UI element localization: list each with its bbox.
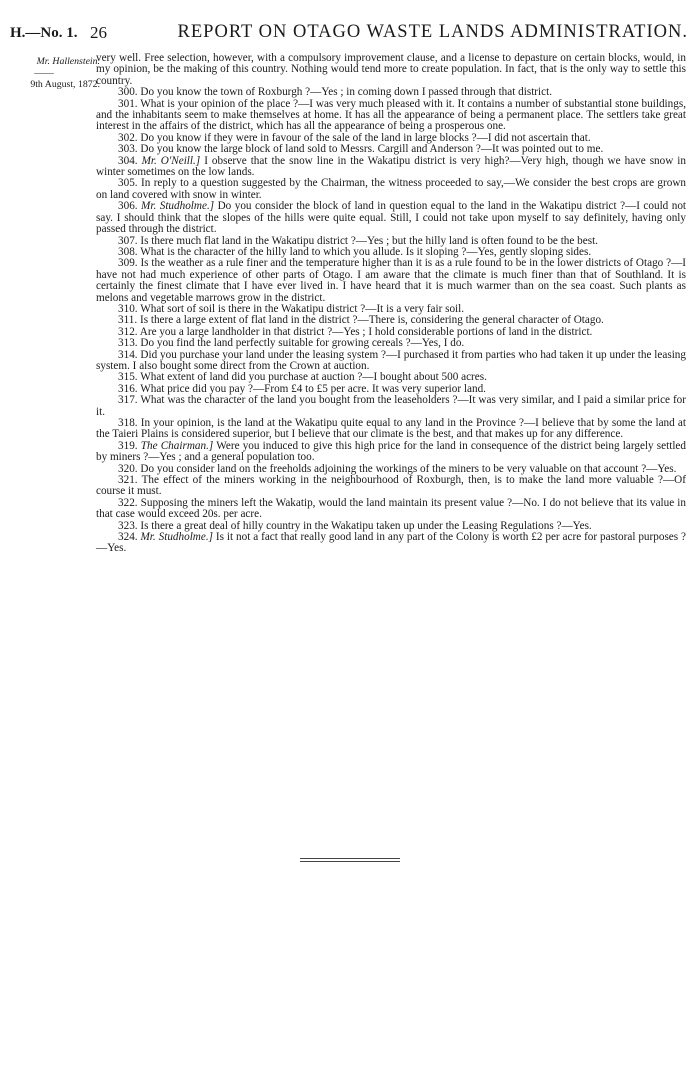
paragraph-text: In your opinion, is the land at the Wakatipu quite equal to any land in the Province ?—I believe that by some the land at the Taieri Plains is considered superior, but I believe that our climate is the best, and that makes up for any difference.	[96, 417, 686, 441]
closing-rule	[300, 858, 400, 864]
testimony-paragraph	[96, 201, 686, 235]
paragraph-text: I observe that the snow line in the Wakatipu district is very high?—Very high, though we have snow in winter sometimes on the low lands.	[96, 154, 687, 179]
paragraph-text: What extent of land did you purchase at auction ?—I bought about 500 acres.	[140, 371, 487, 384]
testimony-paragraph	[96, 475, 686, 498]
document-code: H.—No. 1.	[10, 25, 78, 41]
question-number: 304.	[118, 154, 138, 167]
paragraph-text: Is there a great deal of hilly country in the Wakatipu taken up under the Leasing Regulations ?—Yes.	[140, 519, 592, 532]
question-number: 318.	[118, 417, 138, 429]
question-number: 314.	[118, 348, 138, 361]
question-number: 322.	[118, 496, 138, 509]
testimony-paragraph	[96, 53, 686, 87]
testimony-paragraph	[96, 441, 686, 464]
question-number: 316.	[118, 382, 138, 395]
paragraph-text: Supposing the miners left the Wakatip, would the land maintain its present value ?—No. I do not believe that its value in that case would exceed 20s. per acre.	[96, 496, 686, 521]
testimony-body	[96, 53, 686, 555]
question-number: 303.	[118, 143, 138, 156]
questioner: Mr. Studholme.]	[141, 200, 215, 213]
question-number: 308.	[118, 245, 138, 258]
witness-name: Mr. Hallenstein.	[36, 56, 100, 67]
paragraph-text: Do you find the land perfectly suitable for growing cereals ?—Yes, I do.	[140, 337, 465, 350]
question-number: 311.	[118, 314, 138, 327]
question-number: 305.	[118, 177, 138, 190]
testimony-paragraph	[96, 99, 686, 133]
question-number: 324.	[118, 531, 138, 544]
paragraph-text: Were you induced to give this high price for the land in consequence of the district being largely settled by miners ?—Yes ; and a general population too.	[96, 439, 686, 464]
margin-note	[8, 56, 100, 91]
question-number: 317.	[118, 394, 138, 407]
paragraph-text: What sort of soil is there in the Wakatipu district ?—It is a very fair soil.	[140, 302, 465, 315]
question-number: 312.	[118, 325, 138, 338]
paragraph-text: What is your opinion of the place ?—I was very much pleased with it. It contains a number of substantial stone buildings, and the inhabitants seem to make themselves at home. It has all the appearance of being a permanent place. The settlers take great interest in the affairs of the district, which has all the appearance of being a prosperous one.	[96, 97, 686, 133]
question-number: 315.	[118, 371, 138, 384]
question-number: 309.	[118, 257, 138, 270]
paragraph-text: Is it not a fact that really good land in any part of the Colony is worth £2 per acre for pastoral purposes ?—Yes.	[96, 531, 686, 555]
questioner: Mr. O'Neill.]	[141, 154, 201, 167]
paragraph-text: Are you a large landholder in that district ?—Yes ; I hold considerable portions of land in the district.	[139, 325, 593, 338]
paragraph-text: Do you know the large block of land sold to Messrs. Cargill and Anderson ?—It was pointed out to me.	[140, 143, 604, 156]
paragraph-text: Is there a large extent of flat land in the district ?—There is, considering the general character of Otago.	[139, 314, 604, 327]
question-number: 307.	[118, 234, 138, 247]
question-number: 319.	[118, 439, 138, 452]
question-number: 320.	[118, 462, 138, 475]
paragraph-text: Do you know if they were in favour of the sale of the land in large blocks ?—I did not ascertain that.	[140, 131, 591, 144]
paragraph-text: What is the character of the hilly land to which you allude. Is it sloping ?—Yes, gently sloping sides.	[140, 245, 592, 258]
margin-dash: ——	[34, 67, 54, 79]
paragraph-text: Do you consider the block of land in question equal to the land in the Wakatipu district ?—I could not say. I should think that the slopes of the hills were quite equal. Still, I could not take upon myself to say definitely, having only passed through the district.	[96, 200, 687, 236]
paragraph-text: Did you purchase your land under the leasing system ?—I purchased it from parties who had taken it up under the leasing system. I also bought some direct from the Crown at auction.	[96, 348, 686, 372]
testimony-paragraph	[96, 418, 686, 441]
question-number: 302.	[118, 131, 138, 144]
paragraph-text: Is there much flat land in the Wakatipu district ?—Yes ; but the hilly land is often found to be the best.	[140, 234, 598, 247]
page-number: 26	[90, 23, 107, 42]
testimony-paragraph	[96, 258, 686, 304]
question-number: 323.	[118, 519, 138, 532]
paragraph-text: Is the weather as a rule finer and the temperature higher than it is as a rule found to be in the lower districts of Otago ?—I have not had much experience of other parts of Otago. I am aware that the climate is much finer than that of Southland. It is certainly the finest climate that I have ever lived in. I have heard that it is much warmer than on the sea coast. Such plants as melons and vegetable marrows grow in the district.	[96, 257, 687, 304]
testimony-paragraph	[96, 156, 686, 179]
paragraph-text: Do you consider land on the freeholds adjoining the workings of the miners to be very valuable on that account ?—Yes.	[140, 462, 677, 475]
testimony-paragraph	[96, 350, 686, 373]
question-number: 310.	[118, 302, 138, 315]
testimony-paragraph	[96, 498, 686, 521]
testimony-paragraph	[96, 395, 686, 418]
question-number: 301.	[118, 97, 138, 110]
report-title: REPORT ON OTAGO WASTE LANDS ADMINISTRATION.	[177, 22, 688, 42]
testimony-paragraph	[96, 532, 686, 555]
paragraph-text: In reply to a question suggested by the Chairman, the witness proceeded to say,—We consider the best crops are grown on land covered with snow in winter.	[96, 177, 687, 201]
question-number: 321.	[118, 474, 138, 487]
paragraph-text: What price did you pay ?—From £4 to £5 per acre. It was very superior land.	[140, 382, 486, 395]
paragraph-text: Do you know the town of Roxburgh ?—Yes ; in coming down I passed through that district.	[140, 86, 553, 99]
questioner: Mr. Studholme.]	[140, 531, 213, 544]
question-number: 313.	[118, 337, 138, 350]
paragraph-text: The effect of the miners working in the neighbourhood of Roxburgh, then, is to make the land more valuable ?—Of course it must.	[96, 474, 686, 498]
testimony-paragraph	[96, 178, 686, 201]
page-header	[10, 22, 688, 46]
questioner: The Chairman.]	[140, 439, 214, 452]
paragraph-text: What was the character of the land you bought from the leaseholders ?—It was very similar, and I paid a similar price for it.	[96, 394, 686, 418]
paragraph-text: very well. Free selection, however, with a compulsory improvement clause, and a license to depasture on certain blocks, would, in my opinion, be the making of this country. Nothing would tend more to create population. In fact, that is the only way to settle this country.	[96, 52, 686, 87]
question-number: 306.	[118, 200, 138, 213]
testimony-date: 9th August, 1872.	[30, 79, 100, 90]
question-number: 300.	[118, 86, 138, 99]
